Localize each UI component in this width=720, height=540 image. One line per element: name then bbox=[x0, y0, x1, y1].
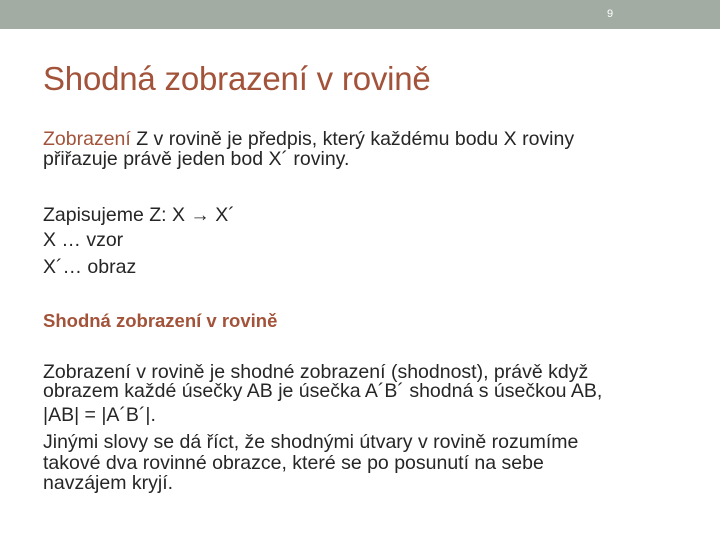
definition-line-1 bbox=[43, 129, 574, 149]
definition-line-2: přiřazuje právě jeden bod X´ roviny. bbox=[43, 148, 350, 170]
section-line: obrazem každé úsečky AB je úsečka A´B´ shodná s úsečkou AB, bbox=[43, 380, 603, 402]
section-line: navzájem kryjí. bbox=[43, 472, 174, 494]
slide-title: Shodná zobrazení v rovině bbox=[43, 60, 431, 97]
definition-term: Zobrazení bbox=[43, 128, 131, 150]
section-line: takové dva rovinné obrazce, které se po posunutí na sebe bbox=[43, 452, 544, 474]
notation-line-2: X … vzor bbox=[43, 229, 124, 251]
section-line: Jinými slovy se dá říct, že shodnými útvary v rovině rozumíme bbox=[43, 431, 579, 453]
section-line: |AB| = |A´B´|. bbox=[43, 404, 156, 426]
definition-line-1-rest: Z v rovině je předpis, který každému bodu X roviny bbox=[130, 128, 575, 150]
section-heading: Shodná zobrazení v rovině bbox=[43, 310, 278, 331]
page-number: 9 bbox=[606, 8, 614, 20]
section-line: Zobrazení v rovině je shodné zobrazení (shodnost), právě když bbox=[43, 361, 589, 383]
notation-line-3: X´… obraz bbox=[43, 256, 137, 278]
notation-line-1: Zapisujeme Z: X → X´ bbox=[43, 204, 235, 226]
